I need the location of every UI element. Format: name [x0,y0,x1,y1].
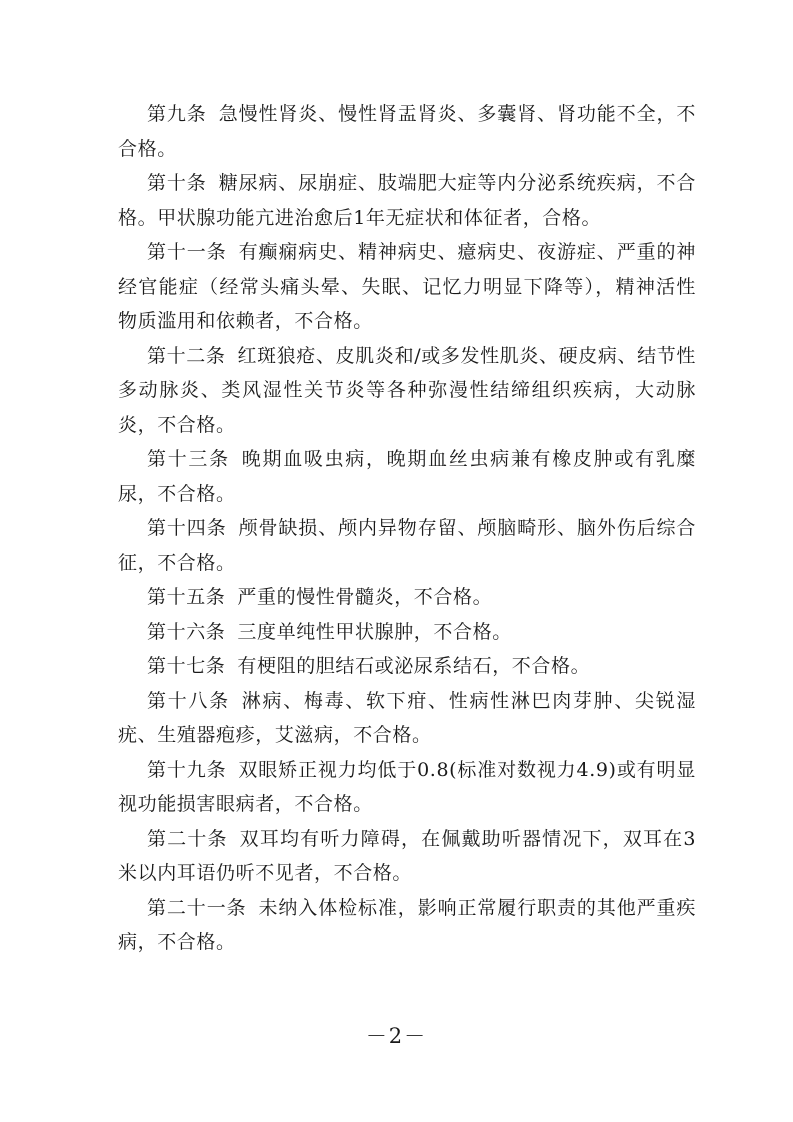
article-number: 第九条 [147,103,207,125]
article-list [118,97,696,960]
article-text: 糖尿病、尿崩症、肢端肥大症等内分泌系统疾病，不合格。甲状腺功能亢进治愈后1年无症状和体征者，合格。 [118,172,696,229]
article-text: 晚期血吸虫病，晚期血丝虫病兼有橡皮肿或有乳糜尿，不合格。 [118,448,697,505]
article-12 [118,339,696,443]
article-11 [118,235,696,339]
article-19 [118,753,696,822]
article-text: 淋病、梅毒、软下疳、性病性淋巴肉芽肿、尖锐湿疣、生殖器疱疹，艾滋病，不合格。 [118,689,697,746]
article-13 [118,442,696,511]
article-number: 第十四条 [147,517,227,539]
article-text: 双眼矫正视力均低于0.8(标准对数视力4.9)或有明显视功能损害眼病者，不合格。 [118,758,696,815]
article-18 [118,684,696,753]
article-number: 第二十条 [147,827,228,850]
article-text: 急慢性肾炎、慢性肾盂肾炎、多囊肾、肾功能不全，不合格。 [118,103,696,160]
article-text: 未纳入体检标准，影响正常履行职责的其他严重疾病，不合格。 [118,896,696,953]
article-text: 红斑狼疮、皮肌炎和/或多发性肌炎、硬皮病、结节性多动脉炎、类风湿性关节炎等各种弥漫性结缔组织疾病，大动脉炎，不合格。 [118,344,696,436]
article-15 [118,580,696,615]
article-number: 第十八条 [147,689,230,712]
article-text: 颅骨缺损、颅内异物存留、颅脑畸形、脑外伤后综合征，不合格。 [118,517,696,574]
article-number: 第二十一条 [147,896,247,919]
article-number: 第十二条 [147,344,226,367]
article-text: 有癫痫病史、精神病史、癔病史、夜游症、严重的神经官能症（经常头痛头晕、失眠、记忆力明显下降等），精神活性物质滥用和依赖者，不合格。 [118,241,696,332]
article-number: 第十条 [147,172,207,194]
article-17 [118,649,696,684]
article-text: 三度单纯性甲状腺肿，不合格。 [237,620,512,643]
article-14 [118,511,696,580]
article-text: 双耳均有听力障碍，在佩戴助听器情况下，双耳在3米以内耳语仍听不见者，不合格。 [118,827,697,884]
article-10 [118,166,696,235]
article-number: 第十一条 [147,241,227,263]
article-text: 严重的慢性骨髓炎，不合格。 [237,586,493,608]
article-text: 有梗阻的胆结石或泌尿系结石，不合格。 [237,655,591,677]
article-number: 第十九条 [147,758,227,781]
article-number: 第十六条 [147,620,226,643]
article-20 [118,822,696,891]
article-number: 第十五条 [147,586,226,608]
article-16 [118,615,696,650]
article-number: 第十三条 [147,448,230,470]
article-9 [118,97,696,166]
article-21 [118,891,696,960]
article-number: 第十七条 [147,655,226,677]
page-number: －2－ [365,1024,428,1048]
